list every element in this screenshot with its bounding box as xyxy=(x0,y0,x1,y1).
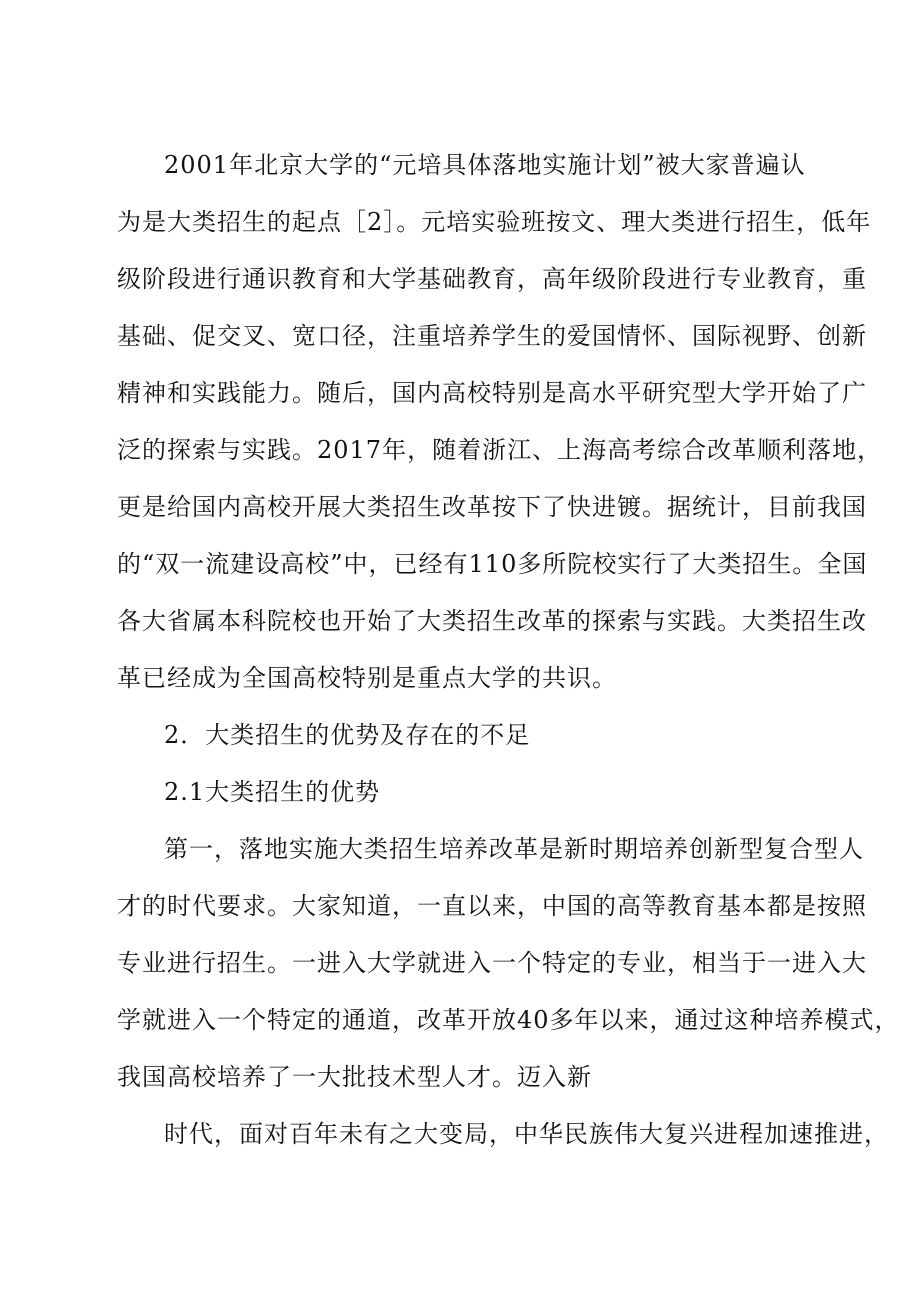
paragraph-line: 级阶段进行通识教育和大学基础教育，高年级阶段进行专业教育，重 xyxy=(117,265,867,293)
paragraph-line: 时代，面对百年未有之大变局，中华民族伟大复兴进程加速推进， xyxy=(164,1120,889,1148)
paragraph-line: 更是给国内高校开展大类招生改革按下了快进镀。据统计，目前我国 xyxy=(117,493,867,521)
paragraph-line: 为是大类招生的起点［2］。元培实验班按文、理大类进行招生，低年 xyxy=(117,208,872,236)
section-heading: 2．大类招生的优势及存在的不足 xyxy=(164,721,531,749)
paragraph-line: 才的时代要求。大家知道，一直以来，中国的高等教育基本都是按照 xyxy=(117,892,867,920)
paragraph-line: 基础、促交叉、宽口径，注重培养学生的爱国情怀、国际视野、创新 xyxy=(117,322,867,350)
paragraph-line: 泛的探索与实践。2017年，随着浙江、上海高考综合改革顺利落地， xyxy=(117,436,883,464)
paragraph-line: 专业进行招生。一进入大学就进入一个特定的专业，相当于一进入大 xyxy=(117,949,867,977)
paragraph-line: 2001年北京大学的“元培具体落地实施计划”被大家普遍认 xyxy=(164,151,806,179)
paragraph-line: 的“双一流建设高校”中，已经有110多所院校实行了大类招生。全国 xyxy=(117,550,868,578)
subsection-heading: 2.1大类招生的优势 xyxy=(164,778,381,806)
paragraph-line: 各大省属本科院校也开始了大类招生改革的探索与实践。大类招生改 xyxy=(117,607,867,635)
paragraph-line: 我国高校培养了一大批技术型人才。迈入新 xyxy=(117,1063,592,1091)
paragraph-line: 精神和实践能力。随后，国内高校特别是高水平研究型大学开始了广 xyxy=(117,379,867,407)
paragraph-line: 第一，落地实施大类招生培养改革是新时期培养创新型复合型人 xyxy=(164,835,864,863)
paragraph-line: 学就进入一个特定的通道，改革开放40多年以来，通过这种培养模式， xyxy=(117,1006,900,1034)
paragraph-line: 革已经成为全国高校特别是重点大学的共识。 xyxy=(117,664,617,692)
